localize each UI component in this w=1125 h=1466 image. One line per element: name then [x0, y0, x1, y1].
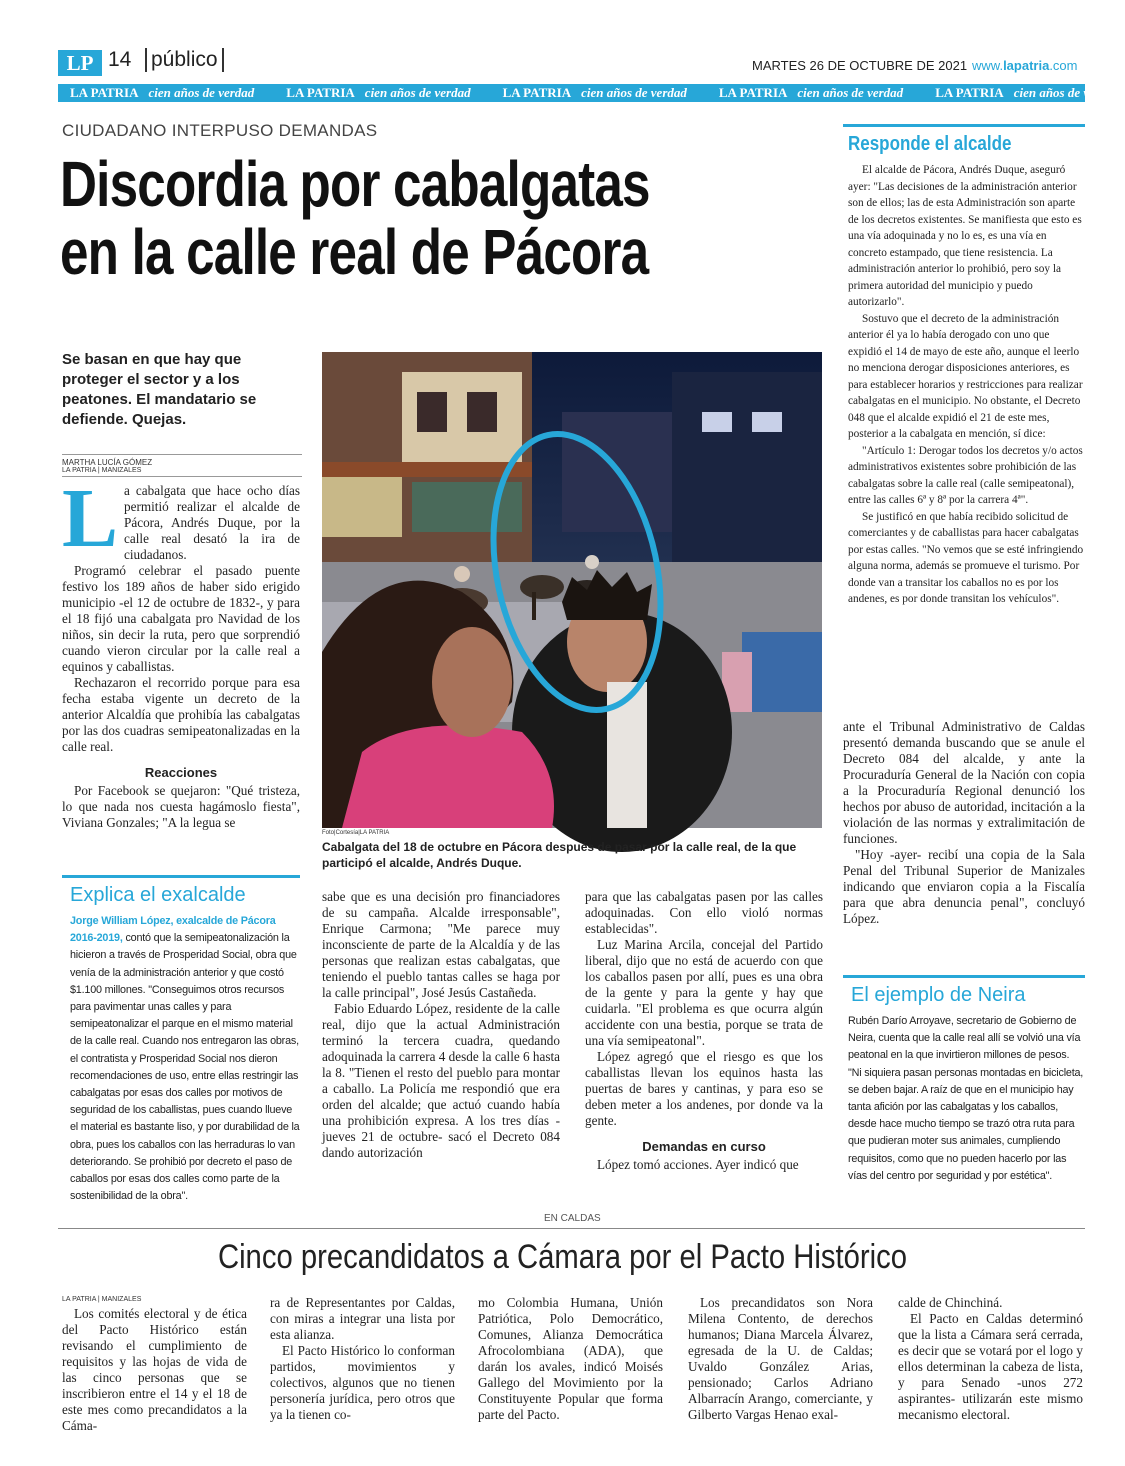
paragraph: Rechazaron el recorrido porque para esa fecha estaba vigente un decreto de la anterior Alcaldía que prohibía las cabalgatas por las dos cuadras semipeatonalizadas en la calle real. — [62, 675, 300, 754]
band-group — [274, 85, 470, 101]
paragraph: ante el Tribunal Administrativo de Caldas presentó demanda buscando que se anule el Decreto 084 del alcalde, y ante la Procuraduría General de la Nación con copia a la Procuraduría Regional denunció los hechos por abuso de autoridad, incitación a la violación de las normas y extralimitación de funciones. — [843, 719, 1085, 846]
paragraph: Fabio Eduardo López, residente de la calle real, dijo que la actual Administración terminó la tercera cuadra, quedando adoquinada la carrera 4 desde la calle 6 hasta la 8. "Tienen el resto del pueblo para montar a caballo. La Policía me respondió que era orden del alcalde; que actuó cuando había una prohibición expresa. A los tres días -jueves 21 de octubre- sacó el Decreto 084 dando autorización — [322, 1001, 560, 1160]
article-column-3 — [585, 889, 823, 1173]
paragraph: mo Colombia Humana, Unión Patriótica, Polo Democrático, Comunes, Alianza Democrática Afrocolombiana (ADA), que darán los avales, indicó Moisés Gallego del Movimiento por la Constituyente Popular que forma parte del Pacto. — [478, 1295, 663, 1422]
band-slogan: cien años de verdad — [1013, 85, 1120, 100]
paragraph: Se justificó en que había recibido solicitud de comerciantes y de caballistas para hacer cabalgatas por estas calles. "No vemos que se esté infringiendo alguna norma, además se promueve el turismo. Por donde van a transitar los caballos no es por los andenes, es por donde transitan los vehículos". — [848, 510, 1084, 605]
paragraph: calde de Chinchiná. — [898, 1295, 1003, 1310]
drop-cap: L — [62, 472, 119, 565]
issue-date: MARTES 26 DE OCTUBRE DE 2021 — [752, 58, 968, 73]
band-brand: LA PATRIA — [502, 85, 572, 100]
section-label: EN CALDAS — [544, 1213, 601, 1224]
band-group — [923, 85, 1119, 101]
page-number: 14 — [108, 48, 132, 71]
section-name: público — [145, 48, 224, 72]
site-suffix: .com — [1049, 58, 1078, 73]
slogan-band — [58, 84, 1120, 102]
website-link[interactable] — [972, 58, 1077, 73]
paragraph: Los precandidatos son Nora Milena Contento, de derechos humanos; Diana Marcela Álvarez, egresada de la U. de Caldas; Uvaldo González Arias, pensionado; Carlos Adriano Albarracín Arango, comerciante, y Gilberto Vargas Henao exal- — [688, 1295, 873, 1422]
paragraph: Por Facebook se quejaron: "Qué tristeza, lo que nada nos cuesta hagámoslo fiesta", Viviana Gonzales; "A la legua se — [62, 783, 300, 830]
cabalgata-photo-illustration — [322, 352, 822, 828]
subhead-reacciones: Reacciones — [144, 765, 218, 780]
band-slogan: cien años de verdad — [797, 85, 904, 100]
article-photo — [322, 352, 822, 828]
article-deck: Se basan en que hay que proteger el sector y a los peatones. El mandatario se defiende. Quejas. — [62, 351, 257, 428]
site-brand: lapatria — [1003, 58, 1050, 73]
paragraph: a cabalgata que hace ocho días permitió realizar el alcalde de Pácora, Andrés Duque, por la calle real desató la ira de ciudadanos. — [124, 483, 300, 562]
author-org: LA PATRIA | MANIZALES — [62, 467, 302, 477]
article-author: MARTHA LUCÍA GÓMEZ — [62, 454, 302, 467]
band-brand: LA PATRIA — [935, 85, 1004, 100]
article-column-1 — [62, 472, 300, 831]
paragraph: El alcalde de Pácora, Andrés Duque, aseguró ayer: "Las decisiones de la administración anterior son de ellos; las de esta Administración son aparte de los decretos existentes. Se manifiesta que esto es una vía adoquinada y no lo es, es una vía en concreto estampado, que tiene resistencia. La administración anterior lo prohibió, pero soy la primera autoridad del municipio y puedo autorizarlo". — [848, 164, 1082, 308]
headline-line-1: Discordia por cabalgatas — [60, 148, 650, 220]
sidebar-explica-exalcalde — [62, 875, 300, 1205]
band-slogan: cien años de verdad — [364, 85, 471, 100]
paragraph: El Pacto en Caldas determinó que la lista a Cámara será cerrada, es decir que se votará por el logo y ellos determinan la cabeza de lista, y para Senado -unos 272 aspirantes- utilizarán este mismo mecanismo electoral. — [898, 1311, 1083, 1422]
paragraph: Programó celebrar el pasado puente festivo los 189 años de haber sido erigido municipio -el 12 de octubre de 1832-, y para el 18 fijó una cabalgata pro Navidad de los niños, sin decir la ruta, pero que sorprendió cuando vieron circular por la calle real a equinos y caballistas. — [62, 563, 300, 674]
newspaper-logo: LP — [58, 50, 102, 76]
paragraph: Luz Marina Arcila, concejal del Partido liberal, dijo que no está de acuerdo con que los caballos pasen por allí, pues es una obra de la gente y para la gente y hay que cuidarla. "El problema es que ocurra algún accidente con una bestia, porque se trata de una vía semipeatonal". — [585, 937, 823, 1048]
article-column-2 — [322, 889, 560, 1161]
band-group — [58, 85, 254, 101]
paragraph: Los comités electoral y de ética del Pacto Histórico están revisando el cumplimiento de requisitos y las hojas de vida de las cinco personas que se inscribieron entre el 14 y el 18 de este mes como precandidatos a la Cáma- — [62, 1306, 247, 1433]
paragraph: para que las cabalgatas pasen por las calles adoquinadas. Con ello violó normas establecidas". — [585, 889, 823, 936]
paragraph: El Pacto Histórico lo conforman partidos, movimientos y colectivos, algunos que no tienen personería jurídica, pero otros que ya la tienen co- — [270, 1343, 455, 1422]
bottom-column-4 — [688, 1295, 873, 1423]
paragraph: Sostuvo que el decreto de la administración anterior él ya lo había derogado con uno que expidió el 14 de mayo de este año, aunque el leerlo no menciona derogar disposiciones anteriores, es para establecer horarios y restricciones para realizar cabalgatas en el municipio. No obstante, el Decreto 048 que el alcalde expidió el 21 de este mes, posterior a la cabalgata en mención, sí dice: — [848, 312, 1083, 440]
band-brand: LA PATRIA — [286, 85, 355, 100]
paragraph: López tomó acciones. Ayer indicó que — [597, 1157, 799, 1172]
bottom-column-5 — [898, 1295, 1083, 1423]
band-slogan: cien años de verdad — [581, 85, 687, 100]
band-group — [491, 85, 687, 101]
sidebar-body: Rubén Darío Arroyave, secretario de Gobierno de Neira, cuenta que la calle real allí se volvió una vía peatonal en la que invirtieron millones de pesos. "Ni siquiera pasan personas montadas en bicicleta, se deben bajar. A raíz de que en el municipio hay tanta afición por las cabalgatas y los caballos, desde hace mucho tiempo se trazó otra ruta para que pudieran moter sus animales, cumpliendo requisitos, como que no pueden hacerlo por las vías del centro por seguridad y por estética". — [848, 1015, 1084, 1182]
photo-caption: Cabalgata del 18 de octubre en Pácora después de pasar por la calle real, de la que participó el alcalde, Andrés Duque. — [322, 840, 797, 870]
paragraph: ra de Representantes por Caldas, con miras a integrar una lista por esta alianza. — [270, 1295, 455, 1342]
bottom-column-1 — [62, 1306, 247, 1434]
headline-line-2: en la calle real de Pácora — [60, 216, 649, 288]
divider — [58, 1228, 1085, 1229]
paragraph: sabe que es una decisión pro financiadores de su campaña. Alcalde irresponsable", Enrique Carmona; "Me parece muy inconsciente de parte de la Alcaldía y de las personas que realizan estas cabalgatas, que teniendo el pueblo tantas calles se haga por la calle principal", José Jesús Castañeda. — [322, 889, 560, 1000]
photo-credit: Foto|Cortesía|LA PATRIA — [322, 830, 390, 836]
band-brand: LA PATRIA — [718, 85, 788, 100]
sidebar-title: El ejemplo de Neira — [851, 984, 1026, 1006]
article-kicker: CIUDADANO INTERPUSO DEMANDAS — [62, 121, 378, 140]
article-headline — [60, 150, 820, 286]
bottom-column-3 — [478, 1295, 663, 1423]
band-slogan: cien años de verdad — [148, 85, 255, 100]
sidebar-lead: Jorge William López, exalcalde de Pácora 2016-2019, — [70, 915, 276, 945]
sidebar-responde-alcalde — [843, 124, 1085, 608]
article-column-5 — [843, 719, 1085, 927]
paragraph: López agregó que el riesgo es que los caballistas llevan los equinos hasta las puertas de bares y cantinas, y para eso se deben meter a los andenes, por donde va la gente. — [585, 1049, 823, 1128]
bottom-headline: Cinco precandidatos a Cámara por el Pacto Histórico — [217, 1238, 908, 1276]
band-brand: LA PATRIA — [70, 85, 139, 100]
sidebar-text: contó que la semipeatonalización la hicieron a través de Prosperidad Social, obra que venía de la administración anterior y que costó $1.100 millones. "Conseguimos otros recursos para pavimentar unas calles y para semipeatonalizar el parque en el mismo material de la calle real. Cuando nos entregaron las obras, el contratista y Prosperidad Social nos dieron recomendaciones de uso, entre ellas restringir las cabalgatas por esas dos calles por motivos de seguridad de los caballistas, pues cuando llueve el material es bastante liso, y por durabilidad de la obra, pues los caballos con las herraduras lo van deteriorando. Se prohibió por decreto el paso de caballos por esas dos calles como parte de la sostenibilidad de la obra". — [70, 932, 300, 1203]
paragraph: "Hoy -ayer- recibí una copia de la Sala Penal del Tribunal Superior de Manizales indicando que enviaron copia a la Fiscalía para que abra denuncia penal", concluyó López. — [843, 847, 1085, 926]
subhead-demandas: Demandas en curso — [642, 1139, 766, 1154]
sidebar-title: Explica el exalcalde — [70, 884, 246, 906]
band-group — [707, 85, 903, 101]
sidebar-body — [848, 162, 1085, 608]
site-prefix: www. — [972, 58, 1004, 73]
paragraph: "Artículo 1: Derogar todos los decretos y/o actos administrativos existentes sobre prohibición de las cabalgatas sobre la calle real (calle semipeatonal), entre las calles 6ª y 8ª por la carrera 4ª". — [848, 444, 1083, 506]
sidebar-body — [70, 913, 300, 1205]
sidebar-title: Responde el alcalde — [848, 133, 1012, 155]
bottom-column-2 — [270, 1295, 455, 1423]
sidebar-ejemplo-neira — [843, 975, 1085, 1185]
author-org: LA PATRIA | MANIZALES — [62, 1296, 142, 1303]
